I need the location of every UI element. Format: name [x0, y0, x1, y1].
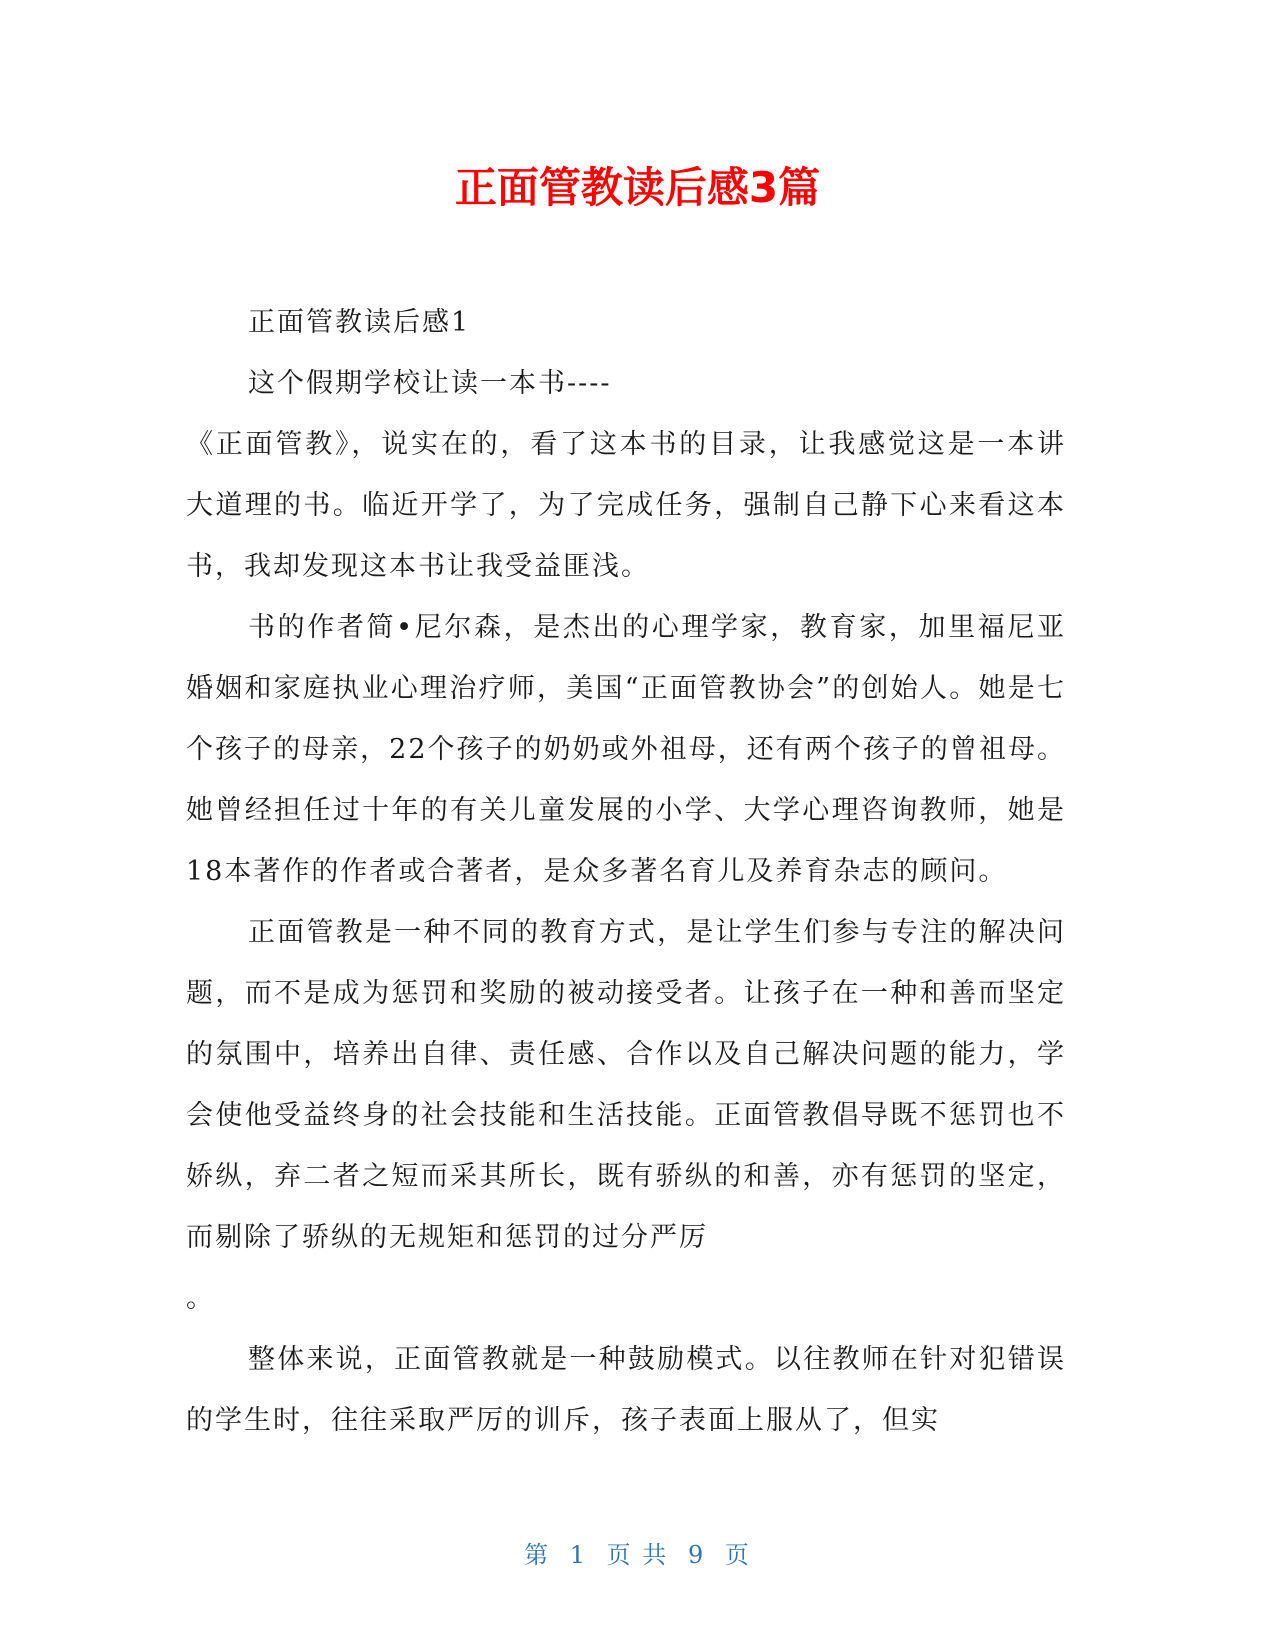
paragraph: 正面管教是一种不同的教育方式，是让学生们参与专注的解决问题，而不是成为惩罚和奖励的被动接受者。让孩子在一种和善而坚定的氛围中，培养出自律、责任感、合作以及自己解决问题的能力，学会使他受益终身的社会技能和生活技能。正面管教倡导既不惩罚也不娇纵，弃二者之短而采其所长，既有骄纵的和善，亦有惩罚的坚定，而剔除了骄纵的无规矩和惩罚的过分严厉: [186, 917, 1066, 1253]
page-footer: [0, 1535, 1275, 1570]
paragraph: 书的作者简•尼尔森，是杰出的心理学家，教育家，加里福尼亚婚姻和家庭执业心理治疗师，美国“正面管教协会”的创始人。她是七个孩子的母亲，22个孩子的奶奶或外祖母，还有两个孩子的曾祖母。她曾经担任过十年的有关儿童发展的小学、大学心理咨询教师，她是18本著作的作者或合著者，是众多著名育儿及养育杂志的顾问。: [186, 612, 1066, 887]
document-title: 正面管教读后感3篇: [454, 163, 821, 212]
document-body: [186, 292, 1066, 1451]
footer-suffix: 页: [724, 1541, 751, 1569]
paragraph: 整体来说，正面管教就是一种鼓励模式。以往教师在针对犯错误的学生时，往往采取严厉的训斥，孩子表面上服从了，但实: [186, 1344, 1066, 1436]
paragraph: 《正面管教》，说实在的，看了这本书的目录，让我感觉这是一本讲大道理的书。临近开学了，为了完成任务，强制自己静下心来看这本书，我却发现这本书让我受益匪浅。: [186, 429, 1066, 582]
paragraph: 。: [186, 1283, 215, 1314]
footer-total-pages: 9: [687, 1541, 706, 1569]
footer-prefix: 第: [524, 1541, 551, 1569]
paragraph: 正面管教读后感1: [248, 307, 471, 338]
footer-current-page: 1: [569, 1541, 588, 1569]
paragraph: 这个假期学校让读一本书----: [248, 368, 612, 399]
footer-mid: 页 共: [606, 1541, 669, 1569]
